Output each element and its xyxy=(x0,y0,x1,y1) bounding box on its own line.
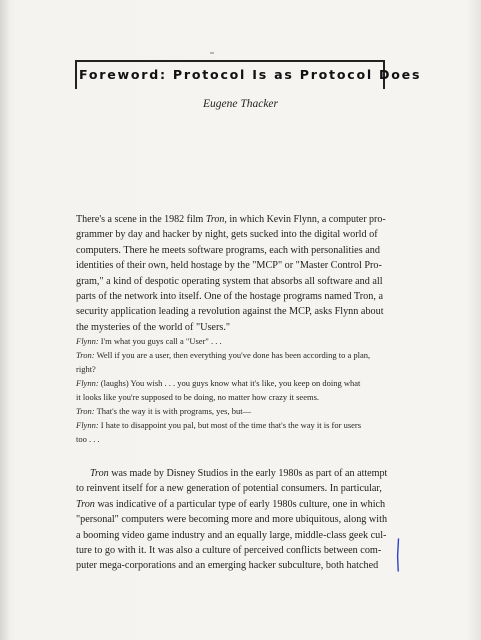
dialogue-line xyxy=(76,348,388,362)
dialogue-line xyxy=(76,390,388,404)
dialogue-line xyxy=(76,432,388,446)
body-line-1-text: Tron was made by Disney Studios in the early 1980s as part of an attempt xyxy=(90,468,388,479)
intro-line-7 xyxy=(76,304,388,319)
gutter-shadow xyxy=(0,0,10,640)
intro-line-2-text: grammer by day and hacker by night, gets sucked into the digital world of xyxy=(76,229,378,241)
intro-line-6-text: parts of the network into itself. One of the hostage programs named Tron, a xyxy=(76,290,383,302)
body-line-5 xyxy=(76,528,388,543)
intro-line-8 xyxy=(76,320,388,335)
intro-line-3-text: computers. There he meets software programs, each with personalities and xyxy=(76,244,380,256)
intro-line-2 xyxy=(76,227,388,242)
intro-line-5 xyxy=(76,274,388,289)
body-line-6 xyxy=(76,543,388,558)
dialogue-line xyxy=(76,376,388,390)
page-speck xyxy=(210,52,214,54)
intro-line-3 xyxy=(76,243,388,258)
body-line-2 xyxy=(76,481,388,496)
body-line-7-text: puter mega-corporations and an emerging hacker subculture, both hatched xyxy=(76,560,379,572)
chapter-title: Foreword: Protocol Is as Protocol Does xyxy=(79,67,422,82)
tron-dialogue xyxy=(76,334,388,446)
body-paragraph xyxy=(76,466,388,574)
body-line-4 xyxy=(76,512,388,527)
author-name: Eugene Thacker xyxy=(202,98,279,110)
dialogue-text: That's the way it is with programs, yes, but— xyxy=(94,406,252,416)
dialogue-line xyxy=(76,418,388,432)
dialogue-text: Well if you are a user, then everything you've done has been according to a plan, xyxy=(94,350,371,360)
intro-line-5-text: gram," a kind of despotic operating system that absorbs all software and all xyxy=(76,275,383,287)
intro-paragraph xyxy=(76,212,388,335)
body-line-6-text: ture to go with it. It was also a culture of perceived conflicts between com- xyxy=(76,544,382,556)
body-line-3 xyxy=(76,497,388,512)
body-line-1 xyxy=(76,466,388,481)
intro-line-1-text: There's a scene in the 1982 film Tron, in which Kevin Flynn, a computer pro- xyxy=(76,214,386,225)
dialogue-text: right? xyxy=(76,364,96,374)
intro-line-1 xyxy=(76,212,388,227)
dialogue-text: I hate to disappoint you pal, but most of the time that's the way it is for users xyxy=(98,420,362,430)
dialogue-speaker: Flynn: xyxy=(76,336,99,346)
body-line-2-text: to reinvent itself for a new generation of potential consumers. In particular, xyxy=(76,483,382,495)
dialogue-speaker: Flynn: xyxy=(76,378,99,388)
body-line-3-text: Tron was indicative of a particular type of early 1980s culture, one in which xyxy=(76,498,386,510)
dialogue-text: I'm what you guys call a "User" . . . xyxy=(98,336,222,346)
intro-line-8-text: the mysteries of the world of "Users." xyxy=(76,321,231,333)
dialogue-line xyxy=(76,404,388,418)
body-line-7 xyxy=(76,558,388,573)
intro-line-4-text: identities of their own, held hostage by the "MCP" or "Master Control Pro- xyxy=(76,260,382,272)
dialogue-text: too . . . xyxy=(76,434,100,444)
body-line-5-text: a booming video game industry and an equally large, middle-class geek cul- xyxy=(76,529,387,541)
dialogue-line xyxy=(76,362,388,376)
dialogue-speaker: Tron: xyxy=(76,406,95,416)
intro-line-6 xyxy=(76,289,388,304)
dialogue-speaker: Tron: xyxy=(76,350,95,360)
dialogue-line xyxy=(76,334,388,348)
intro-line-7-text: security application leading a revolution against the MCP, asks Flynn about xyxy=(76,306,384,318)
dialogue-text: it looks like you're supposed to be doing, no matter how crazy it seems. xyxy=(76,392,320,402)
dialogue-text: (laughs) You wish . . . you guys know what it's like, you keep on doing what xyxy=(98,378,361,388)
pen-mark-icon xyxy=(396,538,400,572)
body-line-4-text: "personal" computers were becoming more and more ubiquitous, along with xyxy=(76,514,388,526)
dialogue-speaker: Flynn: xyxy=(76,420,99,430)
intro-line-4 xyxy=(76,258,388,273)
